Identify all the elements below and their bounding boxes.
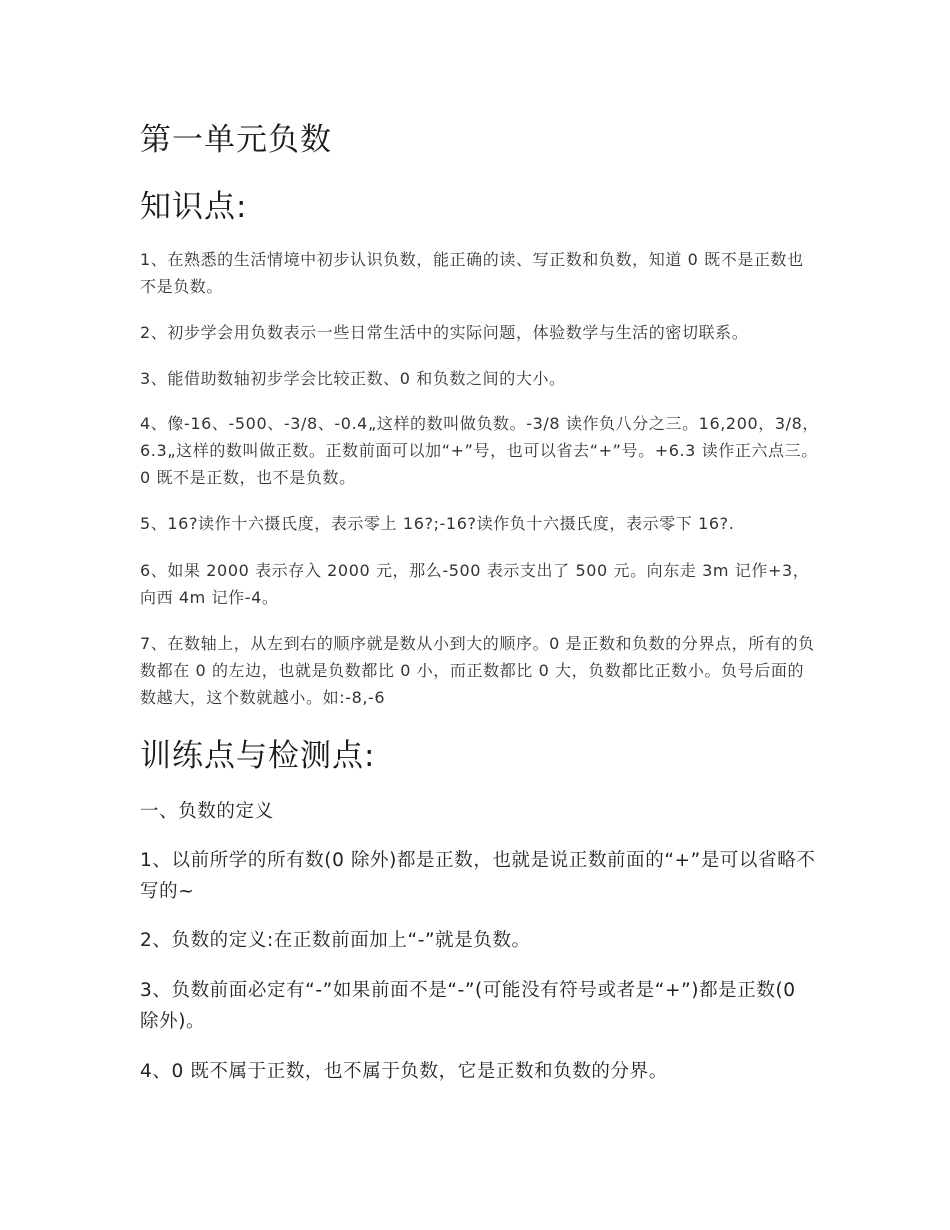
knowledge-item-3: 3、能借助数轴初步学会比较正数、0 和负数之间的大小。 xyxy=(140,369,566,388)
training-item-2: 2、负数的定义:在正数前面加上“-”就是负数。 xyxy=(140,930,531,951)
training-item-1: 1、以前所学的所有数(0 除外)都是正数，也就是说正数前面的“+”是可以省略不写的~ xyxy=(140,850,816,902)
knowledge-item-4: 4、像-16、-500、-3/8、-0.4„这样的数叫做负数。-3/8 读作负八分之三。16,200，3/8，6.3„这样的数叫做正数。正数前面可以加“+”号，也可以省去“+”号。+6.3 读作正六点三。0 既不是正数，也不是负数。 xyxy=(140,414,820,487)
knowledge-item-1: 1、在熟悉的生活情境中初步认识负数，能正确的读、写正数和负数，知道 0 既不是正数也不是负数。 xyxy=(140,250,804,296)
knowledge-heading: 知识点: xyxy=(140,189,248,225)
knowledge-item-5: 5、16?读作十六摄氏度，表示零上 16?;-16?读作负十六摄氏度，表示零下 16?. xyxy=(140,514,735,533)
page-title: 第一单元负数 xyxy=(140,122,332,158)
knowledge-item-7: 7、在数轴上，从左到右的顺序就是数从小到大的顺序。0 是正数和负数的分界点，所有的负数都在 0 的左边，也就是负数都比 0 小，而正数都比 0 大，负数都比正数小。负号后面的数越大，这个数就越小。如:-8,-6 xyxy=(140,634,815,707)
training-item-4: 4、0 既不属于正数，也不属于负数，它是正数和负数的分界。 xyxy=(140,1061,668,1082)
training-section-title: 一、负数的定义 xyxy=(140,801,274,822)
training-heading: 训练点与检测点: xyxy=(140,738,376,774)
knowledge-item-2: 2、初步学会用负数表示一些日常生活中的实际问题，体验数学与生活的密切联系。 xyxy=(140,323,749,342)
knowledge-item-6: 6、如果 2000 表示存入 2000 元，那么-500 表示支出了 500 元。向东走 3m 记作+3，向西 4m 记作-4。 xyxy=(140,561,810,607)
training-item-3: 3、负数前面必定有“-”如果前面不是“-”(可能没有符号或者是“+”)都是正数(0 除外)。 xyxy=(140,980,796,1032)
